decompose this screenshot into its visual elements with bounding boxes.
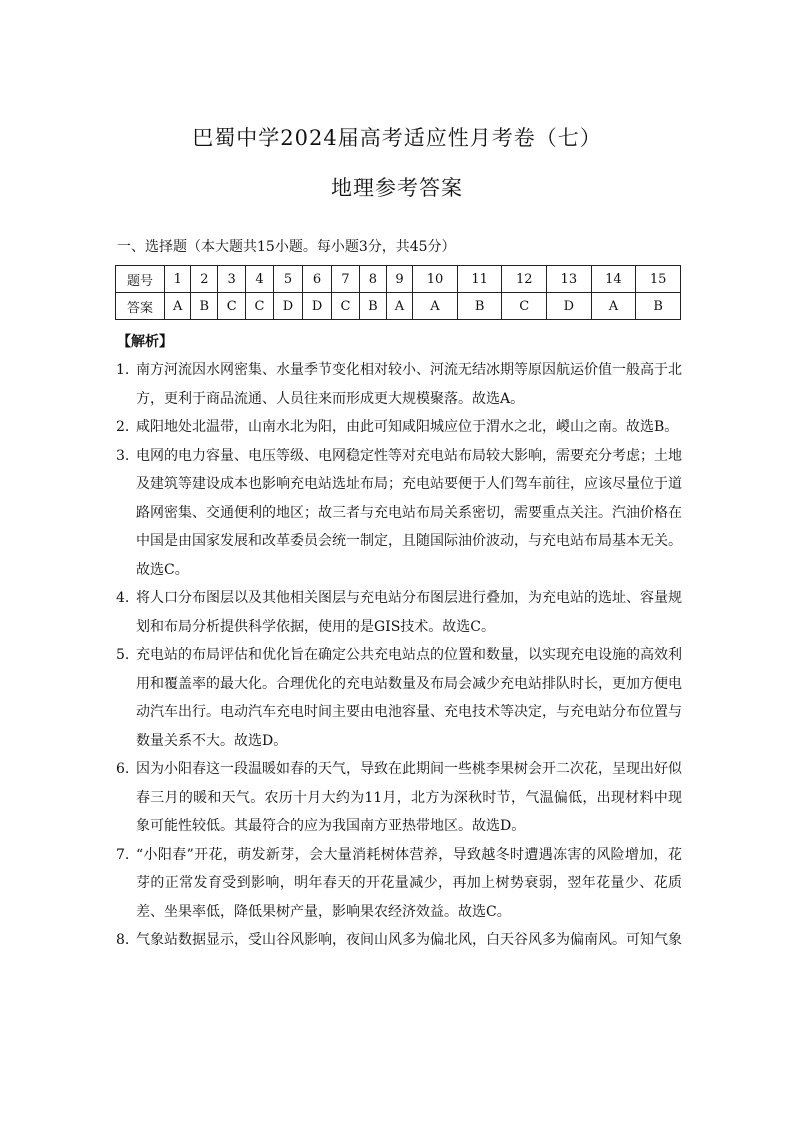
item-text: 电网的电力容量、电压等级、电网稳定性等对充电站布局较大影响，需要充分考虑；土地及建筑等建设成本也影响充电站选址布局；充电站要便于人们驾车前往，应该尽量位于道路网密集、交通便利的地区；故三者与充电站布局关系密切，需要重点关注。汽油价格在中国是由国家发展和改革委员会统一制定，且随国际油价波动，与充电站布局基本无关。故选C。: [136, 447, 682, 578]
analysis-item: [116, 413, 682, 442]
item-text: 将人口分布图层以及其他相关图层与充电站分布图层进行叠加，为充电站的选址、容量规划和布局分析提供科学依据，使用的是GIS技术。故选C。: [136, 590, 682, 635]
answer-cell: D: [303, 293, 332, 320]
item-number: 7.: [116, 846, 130, 863]
question-number: 1: [165, 266, 191, 293]
question-number: 6: [303, 266, 332, 293]
answer-cell: A: [386, 293, 412, 320]
answer-cell: B: [191, 293, 218, 320]
answer-cell: D: [547, 293, 592, 320]
question-number: 12: [502, 266, 547, 293]
item-text: 因为小阳春这一段温暖如春的天气，导致在此期间一些桃李果树会开二次花，呈现出好似春三月的暖和天气。农历十月大约为11月，北方为深秋时节，气温偏低，出现材料中现象可能性较低。其最符合的应为我国南方亚热带地区。故选D。: [136, 761, 682, 834]
section-heading: 一、选择题（本大题共15小题。每小题3分，共45分）: [117, 239, 456, 255]
item-number: 6.: [116, 761, 130, 777]
answer-cell: B: [457, 293, 502, 320]
question-number: 2: [191, 266, 218, 293]
item-number: 1.: [116, 362, 130, 378]
analysis-item: [116, 584, 682, 641]
analysis-item: [116, 841, 682, 927]
analysis-item: [116, 755, 682, 841]
answer-cell: C: [502, 293, 547, 320]
answer-cell: D: [273, 293, 302, 320]
item-text: 气象站数据显示，受山谷风影响，夜间山风多为偏北风，白天谷风多为偏南风。可知气象: [136, 932, 682, 948]
analysis-list: [116, 356, 682, 955]
question-number: 7: [332, 266, 360, 293]
item-number: 8.: [116, 932, 130, 948]
row-label-answer: 答案: [116, 293, 165, 320]
item-number: 2.: [116, 419, 130, 435]
document-subtitle: 地理参考答案: [331, 176, 463, 200]
analysis-item: [116, 442, 682, 585]
analysis-item: [116, 641, 682, 755]
document-title: 巴蜀中学2024届高考适应性月考卷（七）: [192, 126, 602, 150]
answer-cell: B: [636, 293, 681, 320]
answer-row: [116, 293, 681, 320]
answer-cell: A: [165, 293, 191, 320]
question-number: 4: [246, 266, 274, 293]
question-number: 15: [636, 266, 681, 293]
item-number: 3.: [116, 447, 130, 464]
answer-cell: B: [359, 293, 386, 320]
analysis-heading: 【解析】: [117, 334, 173, 350]
question-number: 3: [218, 266, 246, 293]
question-number: 13: [547, 266, 592, 293]
answer-cell: A: [413, 293, 458, 320]
answer-cell: C: [332, 293, 360, 320]
question-number: 9: [386, 266, 412, 293]
item-text: 充电站的布局评估和优化旨在确定公共充电站点的位置和数量，以实现充电设施的高效利用和覆盖率的最大化。合理优化的充电站数量及布局会减少充电站排队时长，更加方便电动汽车出行。电动汽车充电时间主要由电池容量、充电技术等决定，与充电站分布位置与数量关系不大。故选D。: [136, 647, 682, 749]
answer-cell: C: [246, 293, 274, 320]
item-text: 咸阳地处北温带，山南水北为阳，由此可知咸阳城应位于渭水之北，嵕山之南。故选B。: [136, 419, 679, 435]
item-text: 南方河流因水网密集、水量季节变化相对较小、河流无结冰期等原因航运价值一般高于北方，更利于商品流通、人员往来而形成更大规模聚落。故选A。: [136, 362, 682, 407]
question-number: 5: [273, 266, 302, 293]
question-number: 11: [457, 266, 502, 293]
analysis-item: [116, 926, 682, 955]
item-number: 4.: [116, 590, 130, 606]
answer-table: [115, 265, 681, 320]
question-number: 8: [359, 266, 386, 293]
question-number: 10: [413, 266, 458, 293]
question-number: 14: [591, 266, 636, 293]
item-number: 5.: [116, 647, 130, 663]
question-number-row: [116, 266, 681, 293]
row-label-question: 题号: [116, 266, 165, 293]
item-text: “小阳春”开花，萌发新芽，会大量消耗树体营养，导致越冬时遭遇冻害的风险增加，花芽的正常发育受到影响，明年春天的开花量减少，再加上树势衰弱，翌年花量少、花质差、坐果率低，降低果树产量，影响果农经济效益。故选C。: [136, 846, 682, 920]
answer-cell: A: [591, 293, 636, 320]
analysis-item: [116, 356, 682, 413]
answer-cell: C: [218, 293, 246, 320]
